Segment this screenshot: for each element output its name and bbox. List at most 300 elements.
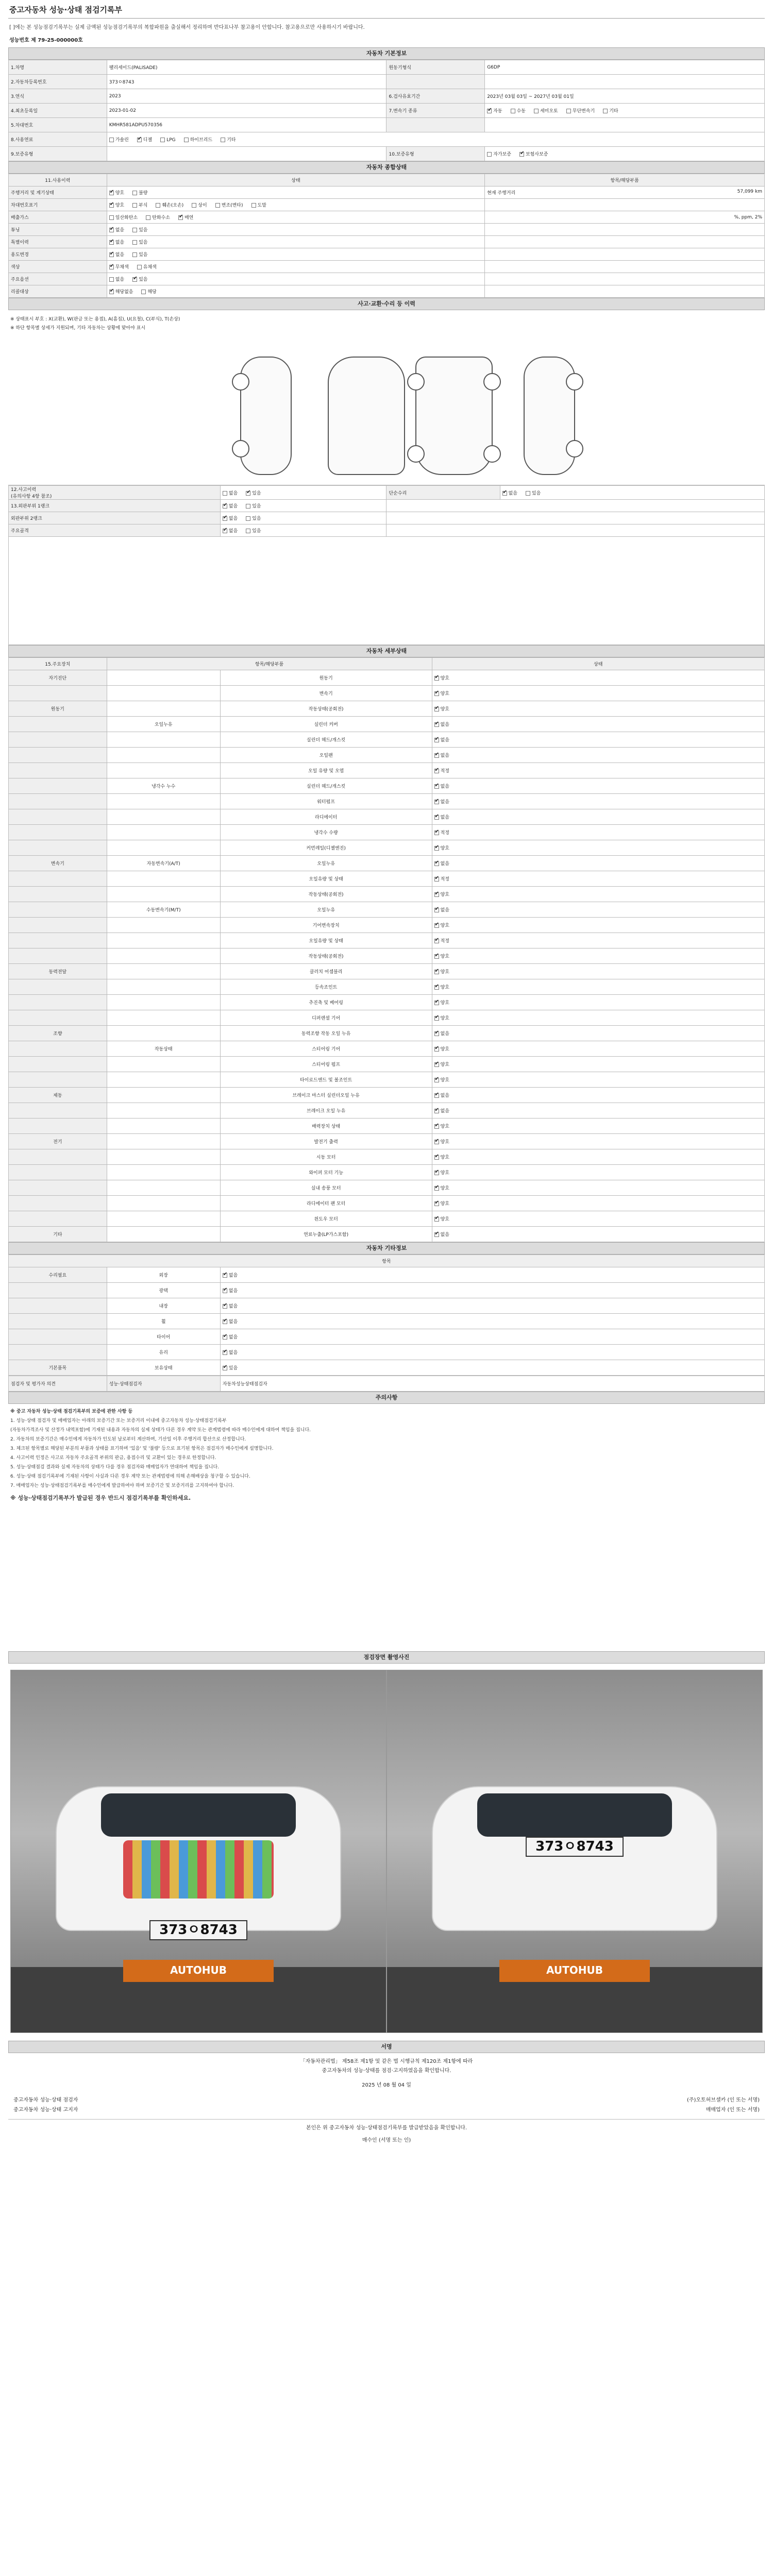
option-4[interactable]: 변조(변타) [215,201,243,208]
option-0[interactable]: 가솔린 [109,136,129,143]
checkbox-icon[interactable] [434,1140,439,1144]
detail-subgroup: 수동변속기(M/T) [107,902,220,918]
detail-group: 자기진단 [9,670,107,686]
detail-subgroup [107,1010,220,1026]
detail-group [9,1118,107,1134]
option-2[interactable]: 세미오토 [534,107,558,114]
car-side-left [240,357,292,475]
detail-status[interactable]: ✔ 양호 [432,1072,765,1088]
detail-status[interactable]: ✔ 양호 [432,979,765,995]
overall-row-label: 색상 [9,261,107,273]
checkbox-icon[interactable] [178,215,183,220]
damage-legend: ※ 상태표시 부호 : X(교환), W(판금 또는 용접), A(흠집), U(요철), C(부식), T(손상) ※ 하단 항목별 상세가 지원되며, 기타 자동차는 상황에 맞아야 표시 [10,317,180,331]
detail-row [9,686,765,701]
detail-status[interactable]: ✔ 양호 [432,686,765,701]
detail-status[interactable]: ✔ 없음 [432,809,765,825]
damage-row [9,486,765,500]
detail-item: 브레이크 마스터 실린더오일 누유 [220,1088,432,1103]
detail-subgroup [107,1057,220,1072]
detail-item: 디퍼렌셜 기어 [220,1010,432,1026]
checkbox-icon[interactable] [434,753,439,758]
option-1[interactable]: 탄화수소 [146,214,170,221]
option-1[interactable]: 있음 [246,515,261,521]
checkbox-icon[interactable] [141,290,146,294]
caution-item: 7. 매매업자는 성능·상태점검기록부를 매수인에게 발급하여야 하며 보증기간 및 보증거리를 고지하여야 합니다. [10,1483,234,1488]
detail-status[interactable]: ✔ 없음 [432,1026,765,1041]
detail-subgroup [107,686,220,701]
option-0[interactable]: ✔ 없음 [109,239,124,245]
checkbox-icon[interactable] [434,1155,439,1160]
fuel-options[interactable] [107,132,764,147]
detail-item: 배력장치 상태 [220,1118,432,1134]
checkbox-icon[interactable] [132,228,137,232]
detail-status[interactable]: ✔ 양호 [432,887,765,902]
detail-status[interactable]: ✔ 양호 [432,918,765,933]
option-0[interactable]: ✔ 없음 [109,251,124,258]
overall-row [9,261,765,273]
detail-row [9,933,765,948]
checkbox-icon[interactable] [434,831,439,835]
detail-status[interactable]: ✔ 양호 [432,995,765,1010]
detail-group [9,887,107,902]
overall-row-value [485,285,765,298]
cautions-text: ※ 중고 자동차 성능·상태 점검기록부의 보증에 관한 사항 등 1. 성능·상태 점검자 및 매매업자는 아래의 보증기간 또는 보증거리 이내에 중고자동차 성능·상태점검기록부 (자동차가격조사 및 산정가 내역포함)에 기재된 내용과 자동차의 실제 상태가 다른 경우 계약 또는 관계법령에 따라 매수인에게 대하여 책임을 집니다. 2. 자동차의 보증기간은 매수인에게 자동차가 인도된 날로부터 계산하며, 기산일 이후 주행거리 합산으로 산정합니다. 3. 체크된 항목별로 해당된 부분의 부품과 상태를 표기하며 '있음' 및 '불량' 등으로 표기된 항목은 점검자가 매수인에게 설명합니다. 4. 사고이력 인정은 사고로 자동차 주요골격 부위의 판금, 용접수리 및 교환이 있는 경우로 한정합니다. 5. 성능·상태점검 결과와 실제 자동차의 상태가 다를 경우 점검자와 매매업자가 연대하여 책임을 집니다. 6. 성능·상태 점검기록부에 기재된 사항이 사실과 다른 경우 계약 또는 관계법령에 의해 손해배상을 청구할 수 있습니다. 7. 매매업자는 성능·상태점검기록부를 매수인에게 발급하여야 하며 보증기간 및 보증거리를 고지하여야 합니다. ※ 성능·상태점검기록부가 발급된 경우 반드시 점검기록부를 확인하세요. [8,1404,765,1651]
overall-row-value: 현재 주행거리 57,099 km [485,187,765,199]
detail-group [9,825,107,840]
other-status[interactable]: ✔ 있음 [220,1360,764,1376]
car-side-right [524,357,575,475]
detail-status[interactable]: ✔ 없음 [432,778,765,794]
other-row [9,1267,765,1283]
damage-row-options[interactable] [220,486,386,500]
detail-item: 워터펌프 [220,794,432,809]
detail-status[interactable]: ✔ 양호 [432,1211,765,1227]
checkbox-icon[interactable] [251,203,256,208]
checkbox-icon[interactable] [223,1273,227,1278]
option-0[interactable]: ✔ 자동 [487,107,502,114]
checkbox-icon[interactable] [434,1001,439,1005]
notice-text: [ ]에는 본 성능점검기록부는 실제 금액된 성능점검기록부의 복합파원을 출실해서 정리하며 반다표나부 참고용이 안합니다. 참고용으로만 사용하시기 바랍니다. [9,25,365,30]
damage-row-options[interactable] [220,524,386,537]
option-1[interactable]: 해당 [141,288,156,295]
other-row [9,1283,765,1298]
option-0[interactable]: ✔ 양호 [109,201,124,208]
checkbox-icon[interactable] [246,516,250,521]
detail-group [9,933,107,948]
overall-row [9,211,765,224]
checkbox-icon[interactable] [223,529,227,533]
detail-subgroup [107,1103,220,1118]
checkbox-icon[interactable] [221,138,225,142]
other-row [9,1314,765,1329]
checkbox-icon[interactable] [109,290,114,294]
damage-row-options[interactable] [220,500,386,512]
detail-status[interactable]: ✔ 양호 [432,1010,765,1026]
checkbox-icon[interactable] [434,769,439,773]
checkbox-icon[interactable] [434,1047,439,1052]
other-group: 기본품목 [9,1360,107,1376]
overall-row-label: 특별이력 [9,236,107,248]
detail-status[interactable]: ✔ 적정 [432,871,765,887]
detail-row [9,670,765,686]
overall-row-options[interactable] [107,273,485,285]
photo-rear [386,1670,763,2033]
section-sign-header: 서명 [8,2041,765,2053]
option-0[interactable]: ✔ 없음 [223,515,238,521]
detail-status[interactable]: ✔ 적정 [432,933,765,948]
transmission-options[interactable] [485,104,765,118]
checkbox-icon[interactable] [434,954,439,959]
detail-status[interactable]: ✔ 없음 [432,794,765,809]
detail-row [9,902,765,918]
detail-item: 실린더 커버 [220,717,432,732]
checkbox-icon[interactable] [184,138,189,142]
detail-subgroup [107,701,220,717]
detail-group [9,979,107,995]
detail-row [9,1211,765,1227]
checkbox-icon[interactable] [434,815,439,820]
detail-subgroup [107,809,220,825]
checkbox-icon[interactable] [137,265,142,269]
checkbox-icon[interactable] [534,109,539,113]
checkbox-icon[interactable] [109,240,114,245]
option-0[interactable]: ✔ 해당없음 [109,288,133,295]
option-1[interactable]: 불량 [132,189,147,196]
detail-item: 동력조향 작동 오일 누유 [220,1026,432,1041]
detail-row [9,1057,765,1072]
checkbox-icon[interactable] [132,240,137,245]
detail-status[interactable]: ✔ 양호 [432,1180,765,1196]
detail-group [9,1149,107,1165]
detail-status[interactable]: ✔ 양호 [432,840,765,856]
checkbox-icon[interactable] [109,191,114,195]
option-0[interactable]: 없음 [223,489,238,496]
checkbox-icon[interactable] [511,109,515,113]
detail-item: 오일 유량 및 오염 [220,763,432,778]
checkbox-icon[interactable] [566,109,571,113]
checkbox-icon[interactable] [434,1078,439,1082]
checkbox-icon[interactable] [434,1093,439,1098]
checkbox-icon[interactable] [109,138,114,142]
lift-label: AUTOHUB [170,1964,227,1977]
detail-status[interactable]: ✔ 없음 [432,732,765,748]
detail-subgroup [107,1196,220,1211]
detail-status[interactable]: ✔ 적정 [432,825,765,840]
option-0[interactable]: ✔ 양호 [109,189,124,196]
checkbox-icon[interactable] [109,277,114,282]
option-2[interactable]: ✔ 매연 [178,214,193,221]
option-0[interactable]: ✔ 무채색 [109,263,129,270]
option-1[interactable]: 부식 [132,201,147,208]
detail-item: 스티어링 펌프 [220,1057,432,1072]
checkbox-icon[interactable] [434,1171,439,1175]
detail-group [9,871,107,887]
other-status[interactable]: ✔ 없음 [220,1345,764,1360]
checkbox-icon[interactable] [223,516,227,521]
option-1[interactable]: 있음 [132,239,147,245]
detail-subgroup [107,918,220,933]
detail-item: 등속조인트 [220,979,432,995]
option-3[interactable]: 무단변속기 [566,107,595,114]
checkbox-icon[interactable] [434,861,439,866]
checkbox-icon[interactable] [223,1289,227,1293]
checkbox-icon[interactable] [192,203,196,208]
damage-history-table [8,485,765,537]
overall-row-options[interactable] [107,261,485,273]
damage-row [9,512,765,524]
other-status[interactable]: ✔ 없음 [220,1298,764,1314]
overall-row-options[interactable] [107,199,485,211]
checkbox-icon[interactable] [246,529,250,533]
detail-status[interactable]: ✔ 없음 [432,856,765,871]
other-row [9,1345,765,1360]
option-1[interactable]: ✔ 디젤 [137,136,152,143]
checkbox-icon[interactable] [132,203,137,208]
detail-subgroup [107,1211,220,1227]
detail-status[interactable]: ✔ 양호 [432,964,765,979]
option-1[interactable]: 있음 [246,527,261,534]
detail-item: 추진축 및 베어링 [220,995,432,1010]
checkbox-icon[interactable] [434,939,439,943]
detail-status[interactable]: ✔ 없음 [432,1103,765,1118]
checkbox-icon[interactable] [223,1319,227,1324]
checkbox-icon[interactable] [434,908,439,912]
option-0[interactable]: 없음 [109,276,124,282]
detail-subgroup [107,825,220,840]
damage-row-options-2[interactable] [500,486,764,500]
option-1[interactable]: ✔ 있음 [132,276,147,282]
checkbox-icon[interactable] [223,1304,227,1309]
option-0[interactable]: ✔ 없음 [502,489,517,496]
checkbox-icon[interactable] [246,491,250,496]
option-0[interactable]: ✔ 없음 [223,502,238,509]
overall-row-options[interactable] [107,211,485,224]
checkbox-icon[interactable] [487,109,492,113]
detail-status[interactable]: ✔ 양호 [432,1134,765,1149]
checkbox-icon[interactable] [109,215,114,220]
caution-item: 4. 사고이력 인정은 사고로 자동차 주요골격 부위의 판금, 용접수리 및 교환이 있는 경우로 한정합니다. [10,1455,216,1461]
notifier-signature-row: 중고자동차 성능·상태 고지자 매매업자 (인 또는 서명) [13,2107,760,2113]
detail-status[interactable]: ✔ 없음 [432,902,765,918]
checkbox-icon[interactable] [156,203,160,208]
checkbox-icon[interactable] [109,228,114,232]
detail-row [9,856,765,871]
detail-status[interactable]: ✔ 양호 [432,1041,765,1057]
section-cautions-header: 주의사항 [8,1392,765,1404]
detail-item: 오일누유 [220,856,432,871]
overall-row [9,224,765,236]
detail-subgroup [107,1134,220,1149]
detail-status[interactable]: ✔ 양호 [432,701,765,717]
checkbox-icon[interactable] [434,1062,439,1067]
checkbox-icon[interactable] [434,970,439,974]
overall-row-label: 주행거리 및 계기상태 [9,187,107,199]
checkbox-icon[interactable] [223,504,227,509]
detail-subgroup [107,1180,220,1196]
option-1[interactable]: 있음 [132,226,147,233]
detail-subgroup [107,670,220,686]
checkbox-icon[interactable] [223,1350,227,1355]
damage-row-options[interactable] [220,512,386,524]
detail-subgroup [107,933,220,948]
detail-status[interactable]: ✔ 없음 [432,1088,765,1103]
detail-row [9,995,765,1010]
checkbox-icon[interactable] [502,491,507,496]
checkbox-icon[interactable] [434,1186,439,1191]
overall-row-label: 차대번호표기 [9,199,107,211]
detail-group [9,778,107,794]
checkbox-icon[interactable] [434,923,439,928]
warranty-options[interactable] [485,147,765,161]
detail-group [9,1057,107,1072]
front-license-plate: 373ㅇ8743 [149,1920,247,1940]
detail-item: 변속기 [220,686,432,701]
checkbox-icon[interactable] [146,215,150,220]
detail-status[interactable]: ✔ 양호 [432,948,765,964]
overall-row-options[interactable] [107,285,485,298]
detail-row [9,825,765,840]
checkbox-icon[interactable] [434,1109,439,1113]
detail-subgroup: 작동상태 [107,1041,220,1057]
detail-status[interactable]: ✔ 양호 [432,1149,765,1165]
detail-item: 실린더 헤드/개스킷 [220,778,432,794]
detail-group: 전기 [9,1134,107,1149]
detail-status[interactable]: ✔ 없음 [432,717,765,732]
checkbox-icon[interactable] [434,846,439,851]
damage-row-label: 12.사고이력 (유의사항 4항 참조) [9,486,221,500]
detail-status[interactable]: ✔ 양호 [432,670,765,686]
caution-item: 5. 성능·상태점검 결과와 실제 자동차의 상태가 다를 경우 점검자와 매매업자가 연대하여 책임을 집니다. [10,1465,220,1470]
detail-status[interactable]: ✔ 양호 [432,1196,765,1211]
option-0[interactable]: 일산화탄소 [109,214,138,221]
other-row [9,1360,765,1376]
option-3[interactable]: 상이 [192,201,207,208]
car-top-rear [415,357,493,475]
opinion-table: 점검자 및 평가자 의견 성능·상태점검자 자동차성능상태점검자 [8,1376,765,1392]
other-status[interactable]: ✔ 없음 [220,1314,764,1329]
overall-row-options[interactable] [107,187,485,199]
option-1[interactable]: 수동 [511,107,526,114]
checkbox-icon[interactable] [434,738,439,742]
checkbox-icon[interactable] [434,707,439,711]
detail-status[interactable]: ✔ 양호 [432,1165,765,1180]
checkbox-icon[interactable] [434,800,439,804]
checkbox-icon[interactable] [223,1366,227,1370]
detail-status[interactable]: ✔ 없음 [432,1227,765,1242]
damage-parts-grid [8,537,765,645]
checkbox-icon[interactable] [132,277,137,282]
option-1[interactable]: 있음 [132,251,147,258]
checkbox-icon[interactable] [434,1016,439,1021]
other-status[interactable]: ✔ 없음 [220,1283,764,1298]
checkbox-icon[interactable] [434,676,439,681]
checkbox-icon[interactable] [434,784,439,789]
detail-group [9,1180,107,1196]
checkbox-icon[interactable] [434,691,439,696]
overall-row [9,273,765,285]
detail-row [9,717,765,732]
option-2[interactable]: LPG [160,138,175,143]
option-0[interactable]: ✔ 없음 [223,527,238,534]
detail-status[interactable]: ✔ 없음 [432,748,765,763]
section-photos-header: 점검장면 촬영사진 [8,1651,765,1664]
option-4[interactable]: 기타 [603,107,618,114]
overall-row-options[interactable] [107,236,485,248]
detail-row [9,979,765,995]
option-0[interactable]: 자가보증 [487,150,511,157]
overall-row-value [485,248,765,261]
detail-item: 스티어링 기어 [220,1041,432,1057]
option-1[interactable]: 유채색 [137,263,157,270]
other-group [9,1314,107,1329]
checkbox-icon[interactable] [137,138,142,142]
checkbox-icon[interactable] [223,1335,227,1340]
checkbox-icon[interactable] [434,1031,439,1036]
option-1[interactable]: 있음 [246,502,261,509]
checkbox-icon[interactable] [109,265,114,269]
checkbox-icon[interactable] [434,877,439,882]
detail-row [9,778,765,794]
checkbox-icon[interactable] [434,1232,439,1237]
detail-subgroup [107,1088,220,1103]
caution-item: 3. 체크된 항목별로 해당된 부분의 부품과 상태를 표기하며 '있음' 및 '불량' 등으로 표기된 항목은 점검자가 매수인에게 설명합니다. [10,1446,274,1451]
checkbox-icon[interactable] [109,203,114,208]
checkbox-icon[interactable] [109,252,114,257]
detail-status[interactable]: ✔ 양호 [432,1118,765,1134]
checkbox-icon[interactable] [434,892,439,897]
checkbox-icon[interactable] [434,1124,439,1129]
checkbox-icon[interactable] [526,491,530,496]
checkbox-icon[interactable] [223,491,227,496]
damage-row-label: 13.외판부위 1랭크 [9,500,221,512]
option-3[interactable]: 하이브리드 [184,136,212,143]
detail-status[interactable]: ✔ 양호 [432,1057,765,1072]
checkbox-icon[interactable] [434,1217,439,1222]
overall-row-label: 리콜대상 [9,285,107,298]
option-1[interactable]: ✔ 보험사보증 [519,150,548,157]
option-1[interactable]: ✔ 있음 [246,489,261,496]
checkbox-icon[interactable] [132,252,137,257]
checkbox-icon[interactable] [434,985,439,990]
option-2[interactable]: 훼손(오손) [156,201,183,208]
other-status[interactable]: ✔ 없음 [220,1267,764,1283]
checkbox-icon[interactable] [160,138,165,142]
checkbox-icon[interactable] [215,203,220,208]
section-overall-header: 자동차 종합상태 [8,161,765,174]
checkbox-icon[interactable] [603,109,608,113]
checkbox-icon[interactable] [519,152,524,157]
option-5[interactable]: 도말 [251,201,266,208]
other-item: 휠 [107,1314,220,1329]
checkbox-icon[interactable] [132,191,137,195]
detail-status[interactable]: ✔ 적정 [432,763,765,778]
option-4[interactable]: 기타 [221,136,236,143]
other-status[interactable]: ✔ 없음 [220,1329,764,1345]
checkbox-icon[interactable] [487,152,492,157]
checkbox-icon[interactable] [246,504,250,509]
checkbox-icon[interactable] [434,1201,439,1206]
overall-row-options[interactable] [107,248,485,261]
detail-item: 연료누출(LP가스포함) [220,1227,432,1242]
option-1[interactable]: 있음 [526,489,541,496]
detail-row [9,964,765,979]
checkbox-icon[interactable] [434,722,439,727]
other-item: 타이어 [107,1329,220,1345]
overall-row-options[interactable] [107,224,485,236]
option-0[interactable]: ✔ 없음 [109,226,124,233]
overall-row-value [485,199,765,211]
detail-item: 라디에이터 팬 모터 [220,1196,432,1211]
